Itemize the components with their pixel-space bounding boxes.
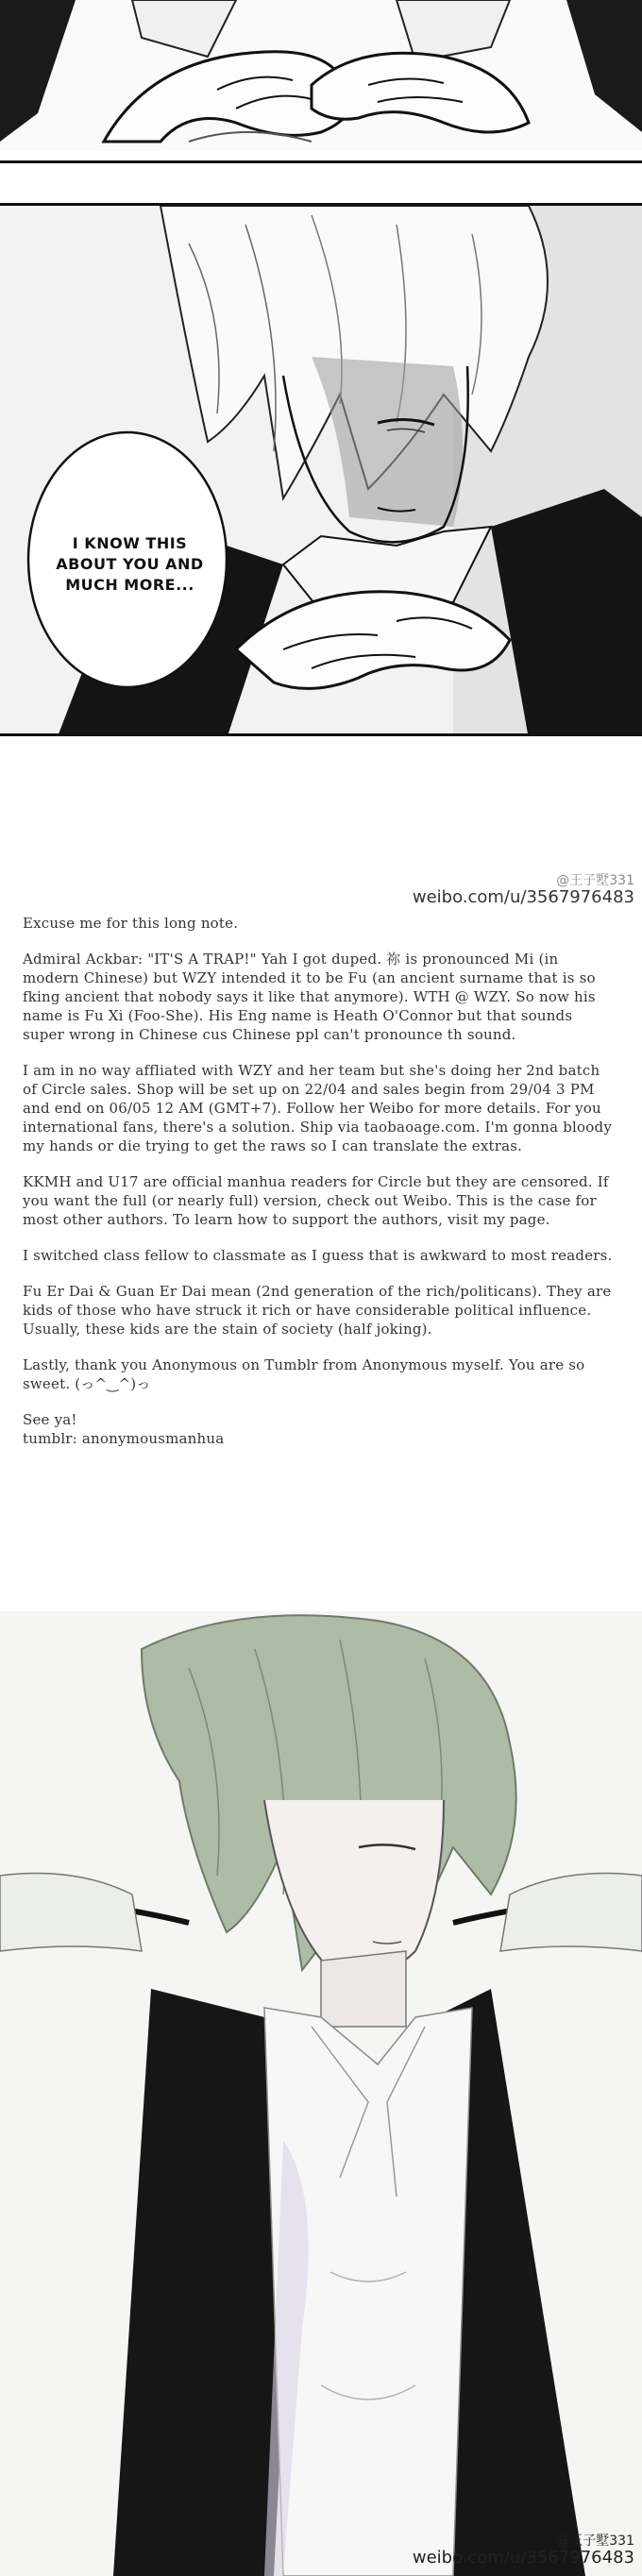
- signoff-text: See ya!: [23, 1411, 77, 1428]
- speech-bubble-text: I KNOW THIS ABOUT YOU AND MUCH MORE...: [56, 534, 204, 594]
- watermark-handle: @王子墅331: [556, 2534, 634, 2549]
- note-signoff: [23, 1410, 617, 1448]
- note-paragraph: KKMH and U17 are official manhua readers for Circle but they are censored. If you want the full (or nearly full) version, check out Weibo. This is the case for most other authors. To learn how to support the authors, visit my page.: [23, 1173, 609, 1228]
- note-paragraph: Fu Er Dai & Guan Er Dai mean (2nd generation of the rich/politicans). They are kids of those who have struck it rich or have considerable political influence. Usually, these kids are the stain of society (half joking).: [23, 1283, 612, 1338]
- watermark-url: weibo.com/u/3567976483: [412, 887, 634, 907]
- gutter: [0, 151, 642, 203]
- note-paragraph: Admiral Ackbar: "IT'S A TRAP!" Yah I got duped. 祢 is pronounced Mi (in modern Chinese) but WZY intended it to be Fu (an ancient surname that is so fking ancient that nobody says it like that anymore). WTH @ WZY. So now his name is Fu Xi (Foo-She). His Eng name is Heath O'Connor but that sounds super wrong in Chinese cus Chinese ppl can't pronounce th sound.: [23, 951, 596, 1043]
- watermark-url: weibo.com/u/3567976483: [412, 2548, 634, 2568]
- tumblr-handle: tumblr: anonymousmanhua: [23, 1430, 225, 1447]
- watermark-top: [413, 872, 634, 906]
- illustration-artwork: [0, 1611, 642, 2576]
- translator-note: [23, 914, 617, 1448]
- note-paragraph: Excuse me for this long note.: [23, 915, 239, 932]
- note-paragraph: Lastly, thank you Anonymous on Tumblr from Anonymous myself. You are so sweet. (っ^‿^)っ: [23, 1356, 585, 1392]
- watermark-handle: @王子墅331: [556, 873, 634, 888]
- panel-divider: [0, 160, 642, 163]
- hands-artwork: [0, 0, 642, 151]
- watermark-bottom: [413, 2533, 634, 2567]
- note-paragraph: I am in no way affliated with WZY and her team but she's doing her 2nd batch of Circle sales. Shop will be set up on 22/04 and sales begin from 29/04 3 PM and end on 06/05 12 AM (GMT+7). Follow her Weibo for more details. For you international fans, there's a solution. Ship via taobaoage.com. I'm gonna bloody my hands or die trying to get the raws so I can translate the extras.: [23, 1062, 612, 1154]
- panel-face: [0, 203, 642, 736]
- note-paragraph: I switched class fellow to classmate as I guess that is awkward to most readers.: [23, 1247, 613, 1264]
- face-artwork: [0, 206, 642, 736]
- panel-hands: [0, 0, 642, 151]
- panel-illustration: [0, 1611, 642, 2576]
